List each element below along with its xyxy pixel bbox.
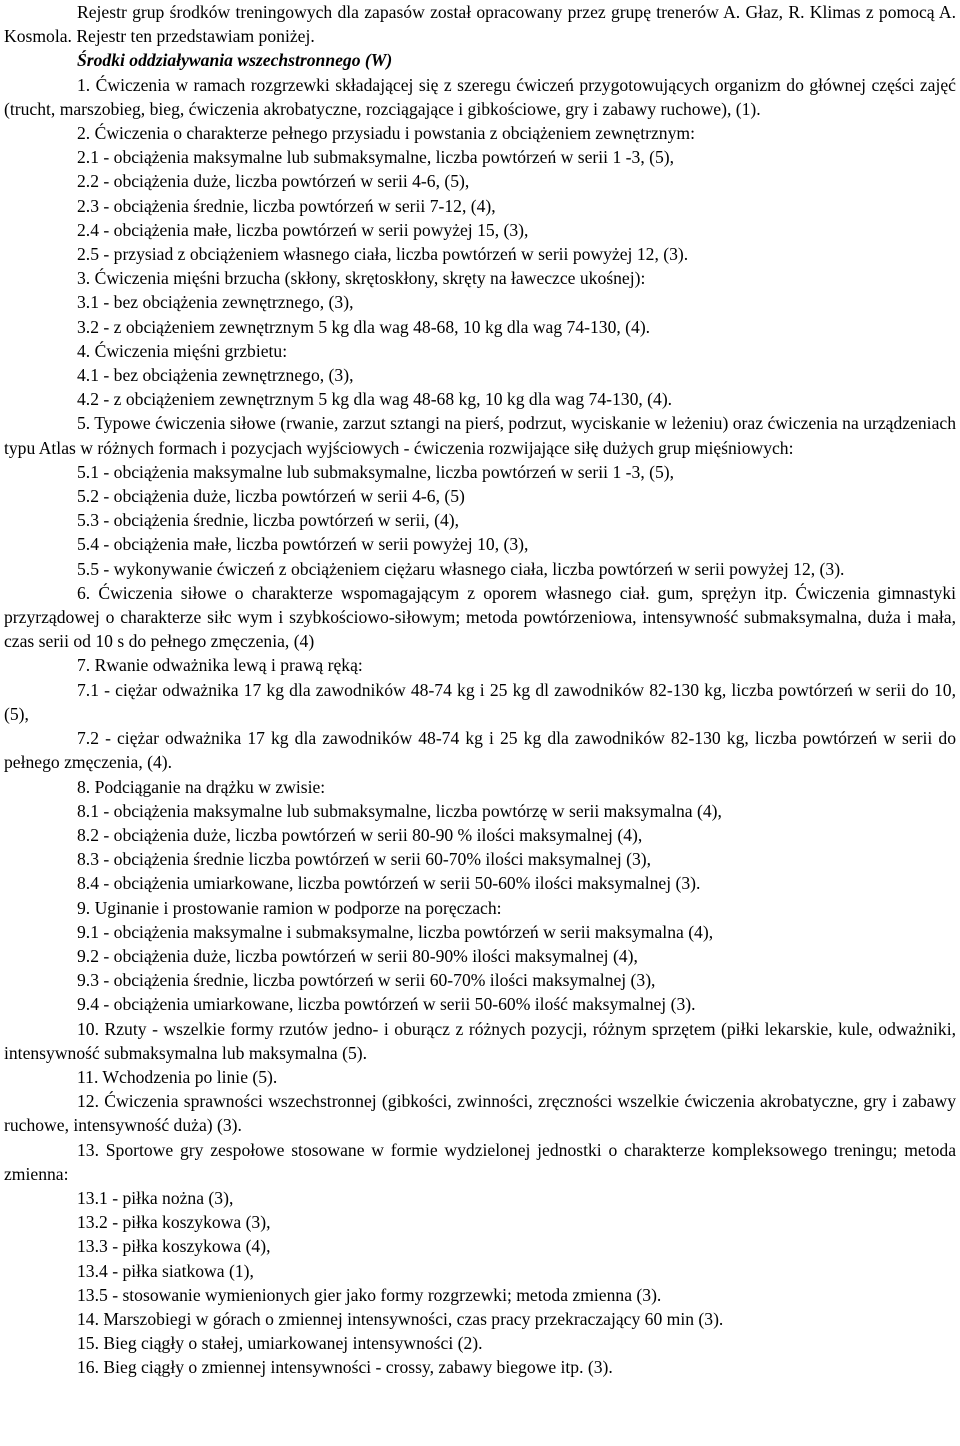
list-item-9-1: 9.1 - obciążenia maksymalne i submaksymalne, liczba powtórzeń w serii maksymalna (4), — [77, 921, 714, 942]
list-item-5-3: 5.3 - obciążenia średnie, liczba powtórzeń w serii, (4), — [77, 510, 460, 531]
list-item-7-1: 7.1 - ciężar odważnika 17 kg dla zawodników 48-74 kg i 25 kg dl zawodników 82-130 kg, liczba powtórzeń w serii do 10, (5), — [4, 679, 956, 724]
list-item-8-3: 8.3 - obciążenia średnie liczba powtórzeń w serii 60-70% ilości maksymalnej (3), — [77, 849, 652, 870]
list-item-5-5: 5.5 - wykonywanie ćwiczeń z obciążeniem ciężaru własnego ciała, liczba powtórzeń w serii powyżej 12, (3). — [77, 558, 845, 579]
list-item-13-2: 13.2 - piłka koszykowa (3), — [77, 1212, 271, 1233]
list-item-13-4: 13.4 - piłka siatkowa (1), — [77, 1260, 254, 1281]
section-heading: Środki oddziaływania wszechstronnego (W) — [77, 50, 393, 71]
intro-paragraph: Rejestr grup środków treningowych dla zapasów został opracowany przez grupę trenerów A. Głaz, R. Klimas z pomocą A. Kosmola. Rejestr ten przedstawiam poniżej. — [4, 2, 956, 47]
list-item-5-2: 5.2 - obciążenia duże, liczba powtórzeń w serii 4-6, (5) — [77, 486, 465, 507]
paragraph-13: 13. Sportowe gry zespołowe stosowane w formie wydzielonej jednostki o charakterze kompleksowego treningu; metoda zmienna: — [4, 1139, 956, 1184]
list-item-13-5: 13.5 - stosowanie wymienionych gier jako formy rozgrzewki; metoda zmienna (3). — [77, 1284, 662, 1305]
list-item-2-4: 2.4 - obciążenia małe, liczba powtórzeń w serii powyżej 15, (3), — [77, 219, 529, 240]
paragraph-2: 2. Ćwiczenia o charakterze pełnego przysiadu i powstania z obciążeniem zewnętrznym: — [77, 123, 695, 144]
list-item-2-2: 2.2 - obciążenia duże, liczba powtórzeń w serii 4-6, (5), — [77, 171, 470, 192]
paragraph-12: 12. Ćwiczenia sprawności wszechstronnej (gibkości, zwinności, zręczności wszelkie ćwiczenia akrobatyczne, gry i zabawy ruchowe, intensywność duża) (3). — [4, 1091, 956, 1136]
paragraph-1: 1. Ćwiczenia w ramach rozgrzewki składającej się z szeregu ćwiczeń przygotowujących organizm do głównej części zajęć (trucht, marszobieg, bieg, ćwiczenia akrobatyczne, rozciągające i gibkościowe, gry i zabawy ruchowe), (1). — [4, 74, 956, 119]
list-item-13-3: 13.3 - piłka koszykowa (4), — [77, 1236, 271, 1257]
paragraph-16: 16. Bieg ciągły o zmiennej intensywności - crossy, zabawy biegowe itp. (3). — [77, 1357, 613, 1378]
list-item-4-1: 4.1 - bez obciążenia zewnętrznego, (3), — [77, 365, 354, 386]
paragraph-14: 14. Marszobiegi w górach o zmiennej intensywności, czas pracy przekraczający 60 min (3). — [77, 1308, 724, 1329]
document-body — [4, 0, 956, 1380]
paragraph-6: 6. Ćwiczenia siłowe o charakterze wspomagającym z oporem własnego ciał. gum, sprężyn itp. Ćwiczenia gimnastyki przyrządowej o charakterze siłc wym i szybkościowo-siłowym; metoda powtórzeniowa, intensywność submaksymalna, duża i mała, czas serii od 10 s do pełnego zmęczenia, (4) — [4, 582, 956, 652]
list-item-3-1: 3.1 - bez obciążenia zewnętrznego, (3), — [77, 292, 354, 313]
paragraph-9: 9. Uginanie i prostowanie ramion w podporze na poręczach: — [77, 897, 502, 918]
list-item-8-1: 8.1 - obciążenia maksymalne lub submaksymalne, liczba powtórzę w serii maksymalna (4), — [77, 800, 722, 821]
list-item-9-3: 9.3 - obciążenia średnie, liczba powtórzeń w serii 60-70% ilości maksymalnej (3), — [77, 970, 656, 991]
paragraph-15: 15. Bieg ciągły o stałej, umiarkowanej intensywności (2). — [77, 1333, 483, 1354]
paragraph-8: 8. Podciąganie na drążku w zwisie: — [77, 776, 326, 797]
list-item-8-4: 8.4 - obciążenia umiarkowane, liczba powtórzeń w serii 50-60% ilości maksymalnej (3). — [77, 873, 701, 894]
list-item-2-3: 2.3 - obciążenia średnie, liczba powtórzeń w serii 7-12, (4), — [77, 195, 496, 216]
list-item-7-2: 7.2 - ciężar odważnika 17 kg dla zawodników 48-74 kg i 25 kg dla zawodników 82-130 kg, liczba powtórzeń w serii do pełnego zmęczenia, (4). — [4, 728, 956, 773]
list-item-9-2: 9.2 - obciążenia duże, liczba powtórzeń w serii 80-90% ilości maksymalnej (4), — [77, 945, 638, 966]
list-item-2-5: 2.5 - przysiad z obciążeniem własnego ciała, liczba powtórzeń w serii powyżej 12, (3). — [77, 244, 689, 265]
list-item-13-1: 13.1 - piłka nożna (3), — [77, 1187, 234, 1208]
list-item-4-2: 4.2 - z obciążeniem zewnętrznym 5 kg dla wag 48-68 kg, 10 kg dla wag 74-130, (4). — [77, 389, 673, 410]
paragraph-10: 10. Rzuty - wszelkie formy rzutów jedno- i oburącz z różnych pozycji, różnym sprzętem (piłki lekarskie, kule, odważniki, intensywność submaksymalna lub maksymalna (5). — [4, 1018, 956, 1063]
list-item-3-2: 3.2 - z obciążeniem zewnętrznym 5 kg dla wag 48-68, 10 kg dla wag 74-130, (4). — [77, 316, 651, 337]
list-item-5-1: 5.1 - obciążenia maksymalne lub submaksymalne, liczba powtórzeń w serii 1 -3, (5), — [77, 461, 675, 482]
paragraph-3: 3. Ćwiczenia mięśni brzucha (skłony, skrętoskłony, skręty na ławeczce ukośnej): — [77, 268, 646, 289]
list-item-9-4: 9.4 - obciążenia umiarkowane, liczba powtórzeń w serii 50-60% ilość maksymalnej (3). — [77, 994, 696, 1015]
list-item-5-4: 5.4 - obciążenia małe, liczba powtórzeń w serii powyżej 10, (3), — [77, 534, 529, 555]
paragraph-5: 5. Typowe ćwiczenia siłowe (rwanie, zarzut sztangi na pierś, podrzut, wyciskanie w leżeniu) oraz ćwiczenia na urządzeniach typu Atlas w różnych formach i pozycjach wyjściowych - ćwiczenia rozwijające siłę dużych grup mięśniowych: — [4, 413, 956, 458]
paragraph-4: 4. Ćwiczenia mięśni grzbietu: — [77, 340, 288, 361]
list-item-2-1: 2.1 - obciążenia maksymalne lub submaksymalne, liczba powtórzeń w serii 1 -3, (5), — [77, 147, 675, 168]
list-item-8-2: 8.2 - obciążenia duże, liczba powtórzeń w serii 80-90 % ilości maksymalnej (4), — [77, 824, 643, 845]
paragraph-11: 11. Wchodzenia po linie (5). — [77, 1066, 278, 1087]
paragraph-7: 7. Rwanie odważnika lewą i prawą ręką: — [77, 655, 363, 676]
